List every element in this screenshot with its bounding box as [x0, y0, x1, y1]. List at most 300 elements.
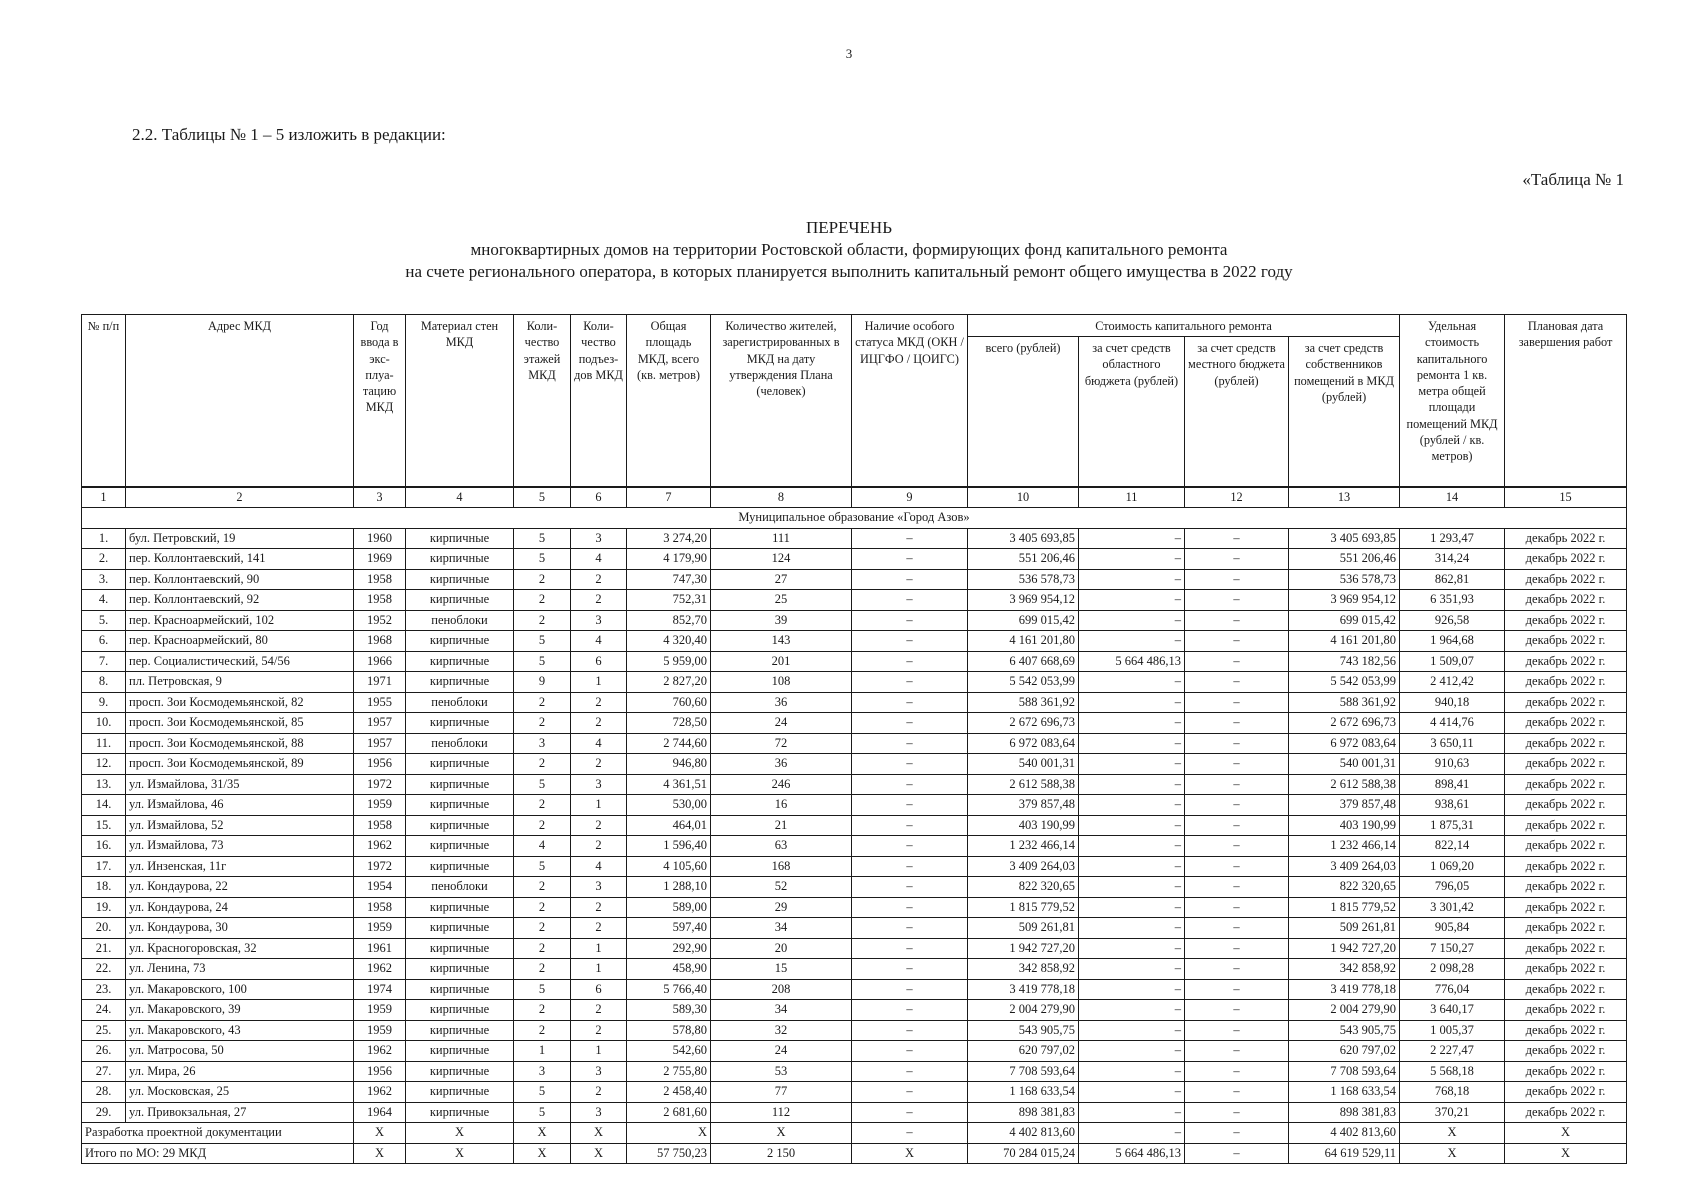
cost-regional-cell: –	[1079, 713, 1185, 734]
column-number: 10	[968, 487, 1079, 508]
address-cell: бул. Петровский, 19	[126, 528, 354, 549]
special-status-cell: –	[852, 836, 968, 857]
cost-regional-cell: 5 664 486,13	[1079, 651, 1185, 672]
unit-cost-cell: 898,41	[1400, 774, 1505, 795]
unit-cost-cell: 2 227,47	[1400, 1041, 1505, 1062]
cost-local-cell: –	[1185, 1020, 1289, 1041]
summary-floors-cell: X	[514, 1123, 571, 1144]
table-header	[82, 315, 1627, 508]
row-number-cell: 28.	[82, 1082, 126, 1103]
cost-regional-cell: –	[1079, 774, 1185, 795]
summary-entrances-cell: X	[571, 1143, 627, 1164]
heading-line-2: многоквартирных домов на территории Ростовской области, формирующих фонд капитального ремонта	[470, 240, 1228, 259]
cost-total-cell: 2 004 279,90	[968, 1000, 1079, 1021]
total-area-cell: 2 755,80	[627, 1061, 711, 1082]
cost-local-cell: –	[1185, 692, 1289, 713]
cost-regional-cell: –	[1079, 856, 1185, 877]
residents-cell: 53	[711, 1061, 852, 1082]
planned-date-cell: декабрь 2022 г.	[1505, 1000, 1627, 1021]
summary-year-cell: X	[354, 1143, 406, 1164]
row-number-cell: 19.	[82, 897, 126, 918]
summary-entrances-cell: X	[571, 1123, 627, 1144]
summary-unit-cost-cell: X	[1400, 1123, 1505, 1144]
summary-label: Разработка проектной документации	[82, 1123, 354, 1144]
cost-owners-cell: 2 612 588,38	[1289, 774, 1400, 795]
wall-material-cell: кирпичные	[406, 590, 514, 611]
row-number-cell: 1.	[82, 528, 126, 549]
summary-cost-regional-cell: –	[1079, 1123, 1185, 1144]
unit-cost-cell: 3 640,17	[1400, 1000, 1505, 1021]
special-status-cell: –	[852, 610, 968, 631]
planned-date-cell: декабрь 2022 г.	[1505, 1102, 1627, 1123]
floors-cell: 2	[514, 590, 571, 611]
year-cell: 1955	[354, 692, 406, 713]
header-residents: Количество жителей, зарегистрированных в МКД на дату утверждения Плана (человек)	[711, 315, 852, 487]
year-cell: 1974	[354, 979, 406, 1000]
total-area-cell: 5 766,40	[627, 979, 711, 1000]
wall-material-cell: кирпичные	[406, 528, 514, 549]
table-row	[82, 1082, 1627, 1103]
summary-special-status-cell: –	[852, 1123, 968, 1144]
cost-regional-cell: –	[1079, 1102, 1185, 1123]
unit-cost-cell: 910,63	[1400, 754, 1505, 775]
wall-material-cell: пеноблоки	[406, 610, 514, 631]
column-number: 1	[82, 487, 126, 508]
year-cell: 1956	[354, 1061, 406, 1082]
planned-date-cell: декабрь 2022 г.	[1505, 631, 1627, 652]
floors-cell: 5	[514, 631, 571, 652]
column-number: 4	[406, 487, 514, 508]
year-cell: 1958	[354, 569, 406, 590]
address-cell: ул. Измайлова, 52	[126, 815, 354, 836]
wall-material-cell: кирпичные	[406, 1061, 514, 1082]
total-area-cell: 747,30	[627, 569, 711, 590]
unit-cost-cell: 1 005,37	[1400, 1020, 1505, 1041]
cost-owners-cell: 551 206,46	[1289, 549, 1400, 570]
header-entrances: Коли- чество подъез- дов МКД	[571, 315, 627, 487]
year-cell: 1959	[354, 1020, 406, 1041]
table-row	[82, 528, 1627, 549]
planned-date-cell: декабрь 2022 г.	[1505, 1061, 1627, 1082]
wall-material-cell: кирпичные	[406, 897, 514, 918]
header-cost-local: за счет средств местного бюджета (рублей)	[1185, 337, 1289, 487]
cost-total-cell: 551 206,46	[968, 549, 1079, 570]
summary-cost-total-cell: 4 402 813,60	[968, 1123, 1079, 1144]
total-area-cell: 530,00	[627, 795, 711, 816]
entrances-cell: 4	[571, 733, 627, 754]
cost-local-cell: –	[1185, 795, 1289, 816]
wall-material-cell: кирпичные	[406, 1000, 514, 1021]
floors-cell: 4	[514, 836, 571, 857]
unit-cost-cell: 926,58	[1400, 610, 1505, 631]
year-cell: 1959	[354, 1000, 406, 1021]
row-number-cell: 4.	[82, 590, 126, 611]
floors-cell: 5	[514, 856, 571, 877]
total-area-cell: 852,70	[627, 610, 711, 631]
year-cell: 1956	[354, 754, 406, 775]
address-cell: ул. Измайлова, 73	[126, 836, 354, 857]
planned-date-cell: декабрь 2022 г.	[1505, 569, 1627, 590]
year-cell: 1971	[354, 672, 406, 693]
unit-cost-cell: 796,05	[1400, 877, 1505, 898]
special-status-cell: –	[852, 1041, 968, 1062]
address-cell: ул. Ленина, 73	[126, 959, 354, 980]
cost-local-cell: –	[1185, 754, 1289, 775]
special-status-cell: –	[852, 918, 968, 939]
address-cell: просп. Зои Космодемьянской, 89	[126, 754, 354, 775]
year-cell: 1966	[354, 651, 406, 672]
table-row	[82, 979, 1627, 1000]
special-status-cell: –	[852, 1061, 968, 1082]
cost-total-cell: 3 419 778,18	[968, 979, 1079, 1000]
cost-total-cell: 898 381,83	[968, 1102, 1079, 1123]
special-status-cell: –	[852, 795, 968, 816]
row-number-cell: 25.	[82, 1020, 126, 1041]
cost-total-cell: 379 857,48	[968, 795, 1079, 816]
heading-line-3: на счете регионального оператора, в которых планируется выполнить капитальный ремонт общего имущества в 2022 году	[405, 262, 1293, 281]
address-cell: просп. Зои Космодемьянской, 82	[126, 692, 354, 713]
entrances-cell: 3	[571, 610, 627, 631]
cost-local-cell: –	[1185, 938, 1289, 959]
total-area-cell: 2 458,40	[627, 1082, 711, 1103]
address-cell: ул. Матросова, 50	[126, 1041, 354, 1062]
unit-cost-cell: 768,18	[1400, 1082, 1505, 1103]
special-status-cell: –	[852, 1020, 968, 1041]
entrances-cell: 2	[571, 569, 627, 590]
entrances-cell: 2	[571, 1082, 627, 1103]
address-cell: просп. Зои Космодемьянской, 88	[126, 733, 354, 754]
summary-floors-cell: X	[514, 1143, 571, 1164]
cost-regional-cell: –	[1079, 1041, 1185, 1062]
residents-cell: 15	[711, 959, 852, 980]
cost-local-cell: –	[1185, 918, 1289, 939]
table-row	[82, 774, 1627, 795]
header-material: Материал стен МКД	[406, 315, 514, 487]
cost-regional-cell: –	[1079, 631, 1185, 652]
cost-total-cell: 620 797,02	[968, 1041, 1079, 1062]
residents-cell: 63	[711, 836, 852, 857]
summary-cost-total-cell: 70 284 015,24	[968, 1143, 1079, 1164]
unit-cost-cell: 7 150,27	[1400, 938, 1505, 959]
cost-local-cell: –	[1185, 569, 1289, 590]
entrances-cell: 1	[571, 672, 627, 693]
floors-cell: 2	[514, 815, 571, 836]
cost-regional-cell: –	[1079, 754, 1185, 775]
cost-total-cell: 699 015,42	[968, 610, 1079, 631]
special-status-cell: –	[852, 569, 968, 590]
summary-total-area-cell: X	[627, 1123, 711, 1144]
wall-material-cell: кирпичные	[406, 1020, 514, 1041]
row-number-cell: 14.	[82, 795, 126, 816]
year-cell: 1962	[354, 959, 406, 980]
column-number: 11	[1079, 487, 1185, 508]
address-cell: ул. Кондаурова, 30	[126, 918, 354, 939]
cost-owners-cell: 536 578,73	[1289, 569, 1400, 590]
total-area-cell: 752,31	[627, 590, 711, 611]
wall-material-cell: пеноблоки	[406, 692, 514, 713]
wall-material-cell: кирпичные	[406, 1102, 514, 1123]
table-row	[82, 959, 1627, 980]
table-row	[82, 897, 1627, 918]
cost-total-cell: 6 407 668,69	[968, 651, 1079, 672]
cost-owners-cell: 4 161 201,80	[1289, 631, 1400, 652]
planned-date-cell: декабрь 2022 г.	[1505, 897, 1627, 918]
special-status-cell: –	[852, 979, 968, 1000]
row-number-cell: 23.	[82, 979, 126, 1000]
special-status-cell: –	[852, 1000, 968, 1021]
address-cell: пл. Петровская, 9	[126, 672, 354, 693]
cost-regional-cell: –	[1079, 897, 1185, 918]
header-num: № п/п	[82, 315, 126, 487]
row-number-cell: 15.	[82, 815, 126, 836]
wall-material-cell: кирпичные	[406, 754, 514, 775]
cost-total-cell: 509 261,81	[968, 918, 1079, 939]
page-number: 3	[845, 46, 853, 61]
cost-regional-cell: –	[1079, 528, 1185, 549]
year-cell: 1957	[354, 733, 406, 754]
unit-cost-cell: 2 098,28	[1400, 959, 1505, 980]
cost-local-cell: –	[1185, 877, 1289, 898]
unit-cost-cell: 862,81	[1400, 569, 1505, 590]
special-status-cell: –	[852, 774, 968, 795]
table-row	[82, 1061, 1627, 1082]
cost-regional-cell: –	[1079, 959, 1185, 980]
row-number-cell: 9.	[82, 692, 126, 713]
special-status-cell: –	[852, 590, 968, 611]
residents-cell: 20	[711, 938, 852, 959]
planned-date-cell: декабрь 2022 г.	[1505, 815, 1627, 836]
cost-owners-cell: 1 168 633,54	[1289, 1082, 1400, 1103]
residents-cell: 25	[711, 590, 852, 611]
unit-cost-cell: 905,84	[1400, 918, 1505, 939]
year-cell: 1952	[354, 610, 406, 631]
cost-owners-cell: 540 001,31	[1289, 754, 1400, 775]
summary-year-cell: X	[354, 1123, 406, 1144]
row-number-cell: 10.	[82, 713, 126, 734]
header-cost-regional: за счет средств областного бюджета (рублей)	[1079, 337, 1185, 487]
cost-total-cell: 3 969 954,12	[968, 590, 1079, 611]
year-cell: 1958	[354, 590, 406, 611]
cost-owners-cell: 379 857,48	[1289, 795, 1400, 816]
summary-total-area-cell: 57 750,23	[627, 1143, 711, 1164]
total-area-cell: 760,60	[627, 692, 711, 713]
entrances-cell: 4	[571, 856, 627, 877]
entrances-cell: 2	[571, 590, 627, 611]
floors-cell: 5	[514, 1082, 571, 1103]
summary-wall-material-cell: X	[406, 1143, 514, 1164]
address-cell: ул. Красногоровская, 32	[126, 938, 354, 959]
address-cell: ул. Макаровского, 39	[126, 1000, 354, 1021]
section-title: Муниципальное образование «Город Азов»	[82, 508, 1627, 529]
cost-owners-cell: 898 381,83	[1289, 1102, 1400, 1123]
table-row	[82, 569, 1627, 590]
planned-date-cell: декабрь 2022 г.	[1505, 713, 1627, 734]
residents-cell: 39	[711, 610, 852, 631]
planned-date-cell: декабрь 2022 г.	[1505, 1082, 1627, 1103]
column-number: 2	[126, 487, 354, 508]
floors-cell: 2	[514, 877, 571, 898]
wall-material-cell: кирпичные	[406, 815, 514, 836]
planned-date-cell: декабрь 2022 г.	[1505, 610, 1627, 631]
cost-regional-cell: –	[1079, 590, 1185, 611]
summary-row	[82, 1123, 1627, 1144]
wall-material-cell: кирпичные	[406, 979, 514, 1000]
floors-cell: 3	[514, 733, 571, 754]
summary-residents-cell: 2 150	[711, 1143, 852, 1164]
table-row	[82, 610, 1627, 631]
special-status-cell: –	[852, 856, 968, 877]
row-number-cell: 8.	[82, 672, 126, 693]
table-row	[82, 815, 1627, 836]
year-cell: 1959	[354, 918, 406, 939]
column-number: 14	[1400, 487, 1505, 508]
row-number-cell: 11.	[82, 733, 126, 754]
total-area-cell: 2 827,20	[627, 672, 711, 693]
residents-cell: 34	[711, 1000, 852, 1021]
special-status-cell: –	[852, 528, 968, 549]
residents-cell: 52	[711, 877, 852, 898]
summary-unit-cost-cell: X	[1400, 1143, 1505, 1164]
special-status-cell: –	[852, 959, 968, 980]
header-cost-total: всего (рублей)	[968, 337, 1079, 487]
cost-local-cell: –	[1185, 610, 1289, 631]
table-row	[82, 877, 1627, 898]
address-cell: ул. Мира, 26	[126, 1061, 354, 1082]
address-cell: ул. Инзенская, 11г	[126, 856, 354, 877]
year-cell: 1964	[354, 1102, 406, 1123]
residents-cell: 111	[711, 528, 852, 549]
planned-date-cell: декабрь 2022 г.	[1505, 1020, 1627, 1041]
cost-local-cell: –	[1185, 631, 1289, 652]
floors-cell: 9	[514, 672, 571, 693]
header-planned-date: Плановая дата завершения работ	[1505, 315, 1627, 487]
total-area-cell: 589,30	[627, 1000, 711, 1021]
unit-cost-cell: 6 351,93	[1400, 590, 1505, 611]
special-status-cell: –	[852, 1102, 968, 1123]
summary-planned-date-cell: X	[1505, 1123, 1627, 1144]
special-status-cell: –	[852, 897, 968, 918]
cost-regional-cell: –	[1079, 918, 1185, 939]
wall-material-cell: пеноблоки	[406, 733, 514, 754]
cost-regional-cell: –	[1079, 815, 1185, 836]
cost-total-cell: 1 168 633,54	[968, 1082, 1079, 1103]
entrances-cell: 3	[571, 774, 627, 795]
entrances-cell: 2	[571, 713, 627, 734]
cost-owners-cell: 620 797,02	[1289, 1041, 1400, 1062]
cost-regional-cell: –	[1079, 610, 1185, 631]
row-number-cell: 21.	[82, 938, 126, 959]
floors-cell: 2	[514, 938, 571, 959]
year-cell: 1958	[354, 815, 406, 836]
row-number-cell: 13.	[82, 774, 126, 795]
cost-owners-cell: 822 320,65	[1289, 877, 1400, 898]
row-number-cell: 7.	[82, 651, 126, 672]
special-status-cell: –	[852, 815, 968, 836]
cost-total-cell: 4 161 201,80	[968, 631, 1079, 652]
floors-cell: 2	[514, 610, 571, 631]
total-area-cell: 4 320,40	[627, 631, 711, 652]
planned-date-cell: декабрь 2022 г.	[1505, 856, 1627, 877]
cost-local-cell: –	[1185, 549, 1289, 570]
total-area-cell: 589,00	[627, 897, 711, 918]
total-area-cell: 728,50	[627, 713, 711, 734]
cost-owners-cell: 543 905,75	[1289, 1020, 1400, 1041]
column-number: 13	[1289, 487, 1400, 508]
total-area-cell: 578,80	[627, 1020, 711, 1041]
cost-local-cell: –	[1185, 815, 1289, 836]
residents-cell: 24	[711, 1041, 852, 1062]
wall-material-cell: кирпичные	[406, 549, 514, 570]
row-number-cell: 24.	[82, 1000, 126, 1021]
cost-local-cell: –	[1185, 1061, 1289, 1082]
planned-date-cell: декабрь 2022 г.	[1505, 549, 1627, 570]
planned-date-cell: декабрь 2022 г.	[1505, 528, 1627, 549]
row-number-cell: 3.	[82, 569, 126, 590]
year-cell: 1968	[354, 631, 406, 652]
entrances-cell: 4	[571, 549, 627, 570]
cost-local-cell: –	[1185, 590, 1289, 611]
wall-material-cell: кирпичные	[406, 938, 514, 959]
cost-regional-cell: –	[1079, 1000, 1185, 1021]
cost-local-cell: –	[1185, 1102, 1289, 1123]
floors-cell: 2	[514, 1020, 571, 1041]
cost-regional-cell: –	[1079, 1020, 1185, 1041]
planned-date-cell: декабрь 2022 г.	[1505, 979, 1627, 1000]
floors-cell: 2	[514, 897, 571, 918]
cost-regional-cell: –	[1079, 733, 1185, 754]
entrances-cell: 4	[571, 631, 627, 652]
planned-date-cell: декабрь 2022 г.	[1505, 590, 1627, 611]
unit-cost-cell: 5 568,18	[1400, 1061, 1505, 1082]
document-heading	[0, 217, 1698, 283]
cost-owners-cell: 6 972 083,64	[1289, 733, 1400, 754]
unit-cost-cell: 1 875,31	[1400, 815, 1505, 836]
wall-material-cell: кирпичные	[406, 651, 514, 672]
column-number: 8	[711, 487, 852, 508]
cost-owners-cell: 588 361,92	[1289, 692, 1400, 713]
cost-local-cell: –	[1185, 897, 1289, 918]
column-number: 9	[852, 487, 968, 508]
entrances-cell: 2	[571, 815, 627, 836]
floors-cell: 1	[514, 1041, 571, 1062]
cost-total-cell: 540 001,31	[968, 754, 1079, 775]
wall-material-cell: пеноблоки	[406, 877, 514, 898]
wall-material-cell: кирпичные	[406, 672, 514, 693]
special-status-cell: –	[852, 1082, 968, 1103]
unit-cost-cell: 370,21	[1400, 1102, 1505, 1123]
column-number: 12	[1185, 487, 1289, 508]
planned-date-cell: декабрь 2022 г.	[1505, 672, 1627, 693]
summary-cost-local-cell: –	[1185, 1123, 1289, 1144]
total-area-cell: 4 361,51	[627, 774, 711, 795]
unit-cost-cell: 1 964,68	[1400, 631, 1505, 652]
cost-total-cell: 7 708 593,64	[968, 1061, 1079, 1082]
cost-local-cell: –	[1185, 774, 1289, 795]
residents-cell: 16	[711, 795, 852, 816]
address-cell: ул. Привокзальная, 27	[126, 1102, 354, 1123]
special-status-cell: –	[852, 672, 968, 693]
planned-date-cell: декабрь 2022 г.	[1505, 1041, 1627, 1062]
planned-date-cell: декабрь 2022 г.	[1505, 795, 1627, 816]
cost-owners-cell: 3 969 954,12	[1289, 590, 1400, 611]
wall-material-cell: кирпичные	[406, 836, 514, 857]
year-cell: 1954	[354, 877, 406, 898]
address-cell: пер. Коллонтаевский, 90	[126, 569, 354, 590]
entrances-cell: 2	[571, 897, 627, 918]
header-year: Год ввода в экс- плуа- тацию МКД	[354, 315, 406, 487]
row-number-cell: 12.	[82, 754, 126, 775]
year-cell: 1972	[354, 774, 406, 795]
